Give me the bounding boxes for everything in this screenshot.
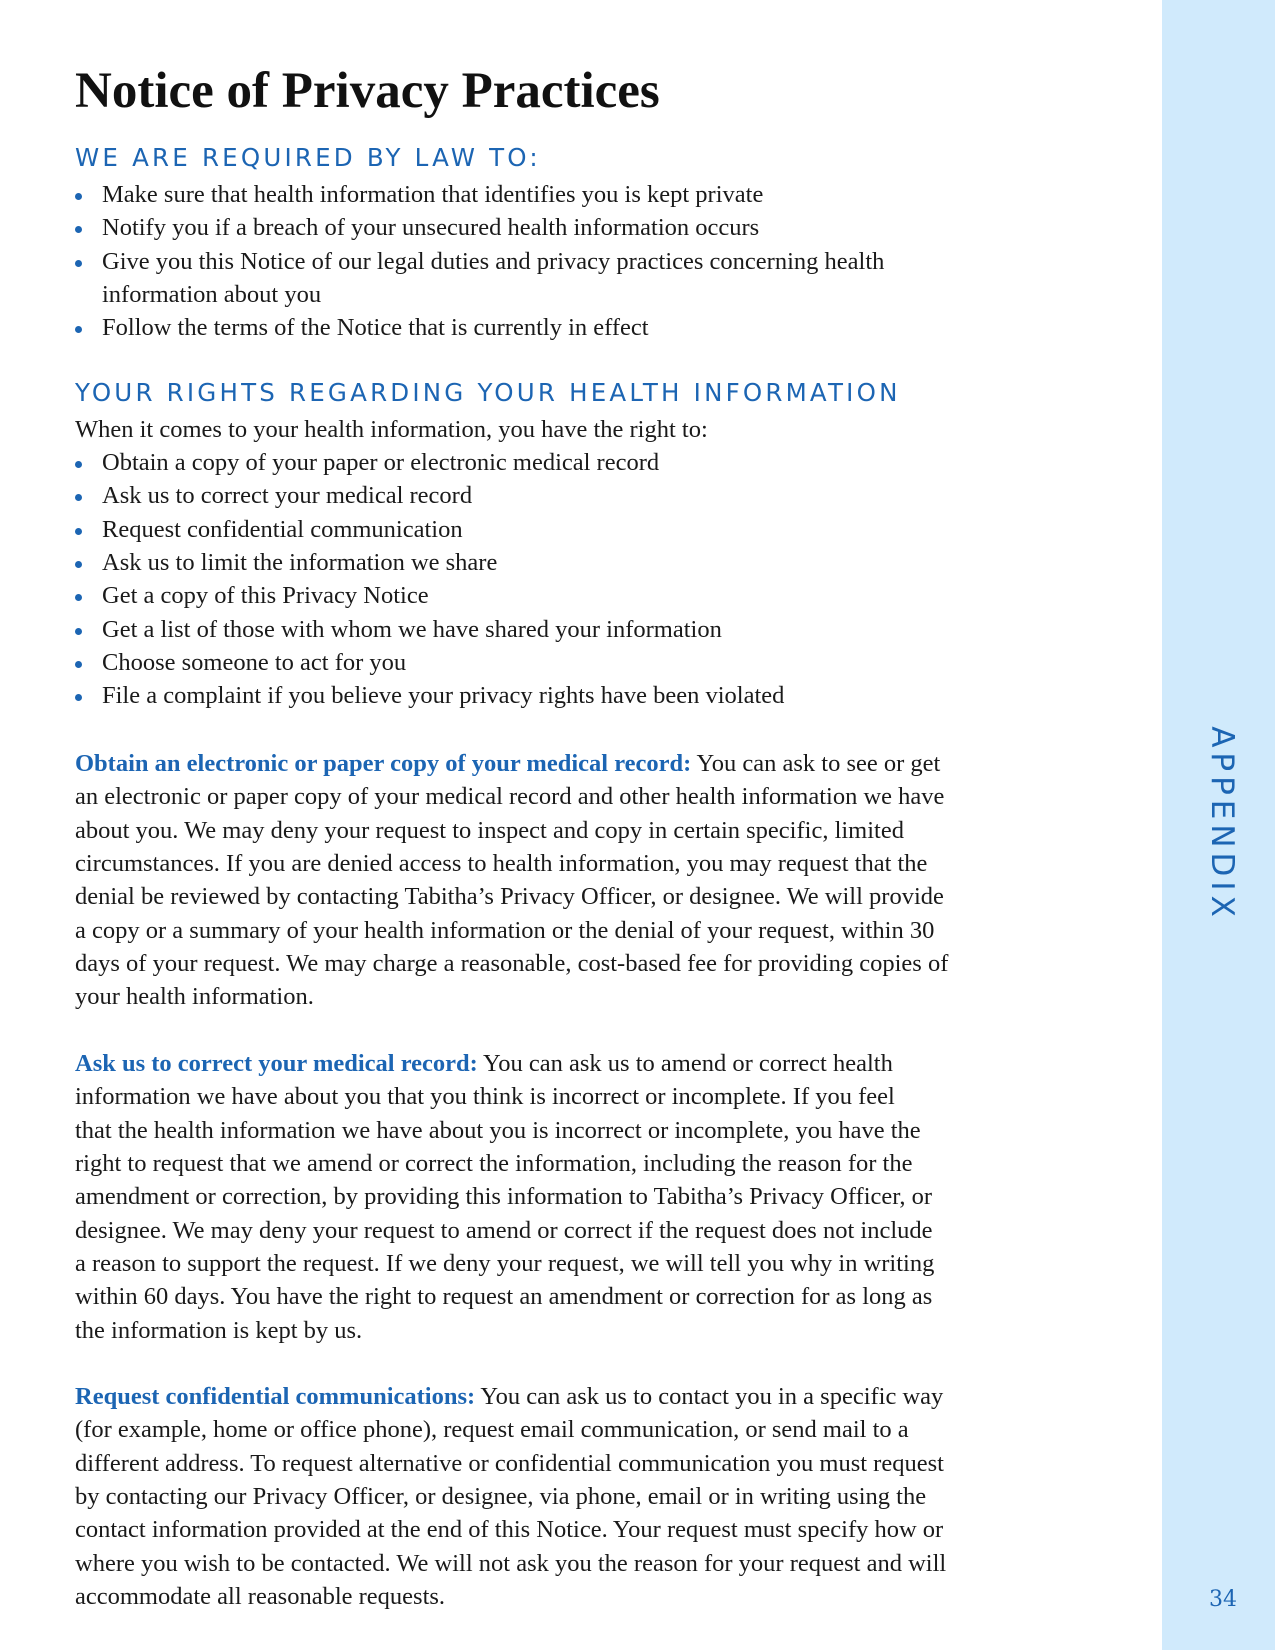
paragraph-lead-heading: Ask us to correct your medical record: bbox=[75, 1050, 478, 1077]
paragraph-line: a copy or a summary of your health information or the denial of your request, within 30 bbox=[75, 916, 935, 944]
section-heading-your-rights: YOUR RIGHTS REGARDING YOUR HEALTH INFORMATION bbox=[75, 378, 901, 407]
paragraph-text: You can ask us to amend or correct health bbox=[477, 1050, 893, 1077]
bullet-icon bbox=[75, 594, 82, 601]
paragraph-line: contact information provided at the end of this Notice. Your request must specify how or bbox=[75, 1516, 944, 1544]
paragraph-line: by contacting our Privacy Officer, or designee, via phone, email or in writing using the bbox=[75, 1483, 927, 1511]
paragraph-line: different address. To request alternative or confidential communication you must request bbox=[75, 1449, 944, 1477]
paragraph-line: a reason to support the request. If we deny your request, we will tell you why in writing bbox=[75, 1250, 935, 1278]
bullet-icon bbox=[75, 494, 82, 501]
paragraph-lead-heading: Request confidential communications: bbox=[75, 1383, 476, 1410]
paragraph-first-line bbox=[75, 747, 940, 780]
bullet-icon bbox=[75, 193, 82, 200]
section-heading-required-by-law: WE ARE REQUIRED BY LAW TO: bbox=[75, 143, 541, 172]
bullet-icon bbox=[75, 661, 82, 668]
list-item: Choose someone to act for you bbox=[102, 649, 407, 677]
page-title: Notice of Privacy Practices bbox=[75, 63, 660, 119]
paragraph-first-line bbox=[75, 1047, 893, 1080]
paragraph-line: (for example, home or office phone), request email communication, or send mail to a bbox=[75, 1416, 909, 1444]
paragraph-line: your health information. bbox=[75, 983, 314, 1011]
paragraph-line: an electronic or paper copy of your medical record and other health information we have bbox=[75, 783, 945, 811]
paragraph-text: You can ask to see or get bbox=[691, 750, 941, 777]
list-item: Request confidential communication bbox=[102, 515, 463, 543]
appendix-label: APPENDIX bbox=[1204, 726, 1240, 922]
bullet-icon bbox=[75, 326, 82, 333]
rights-intro: When it comes to your health information, you have the right to: bbox=[75, 416, 708, 443]
list-item: Give you this Notice of our legal duties and privacy practices concerning health bbox=[102, 247, 885, 275]
page-number: 34 bbox=[1209, 1587, 1237, 1612]
bullet-icon bbox=[75, 260, 82, 267]
paragraph-line: the information is kept by us. bbox=[75, 1316, 363, 1344]
bullet-icon bbox=[75, 528, 82, 535]
paragraph-line: where you wish to be contacted. We will not ask you the reason for your request and will bbox=[75, 1549, 947, 1577]
bullet-icon bbox=[75, 628, 82, 635]
paragraph-first-line bbox=[75, 1380, 943, 1413]
paragraph-line: about you. We may deny your request to inspect and copy in certain specific, limited bbox=[75, 816, 904, 844]
paragraph-line: designee. We may deny your request to amend or correct if the request does not include bbox=[75, 1216, 933, 1244]
bullet-icon bbox=[75, 694, 82, 701]
list-item: Get a list of those with whom we have shared your information bbox=[102, 615, 722, 643]
paragraph-line: accommodate all reasonable requests. bbox=[75, 1583, 446, 1611]
paragraph-line: days of your request. We may charge a reasonable, cost-based fee for providing copies of bbox=[75, 950, 949, 978]
bullet-icon bbox=[75, 226, 82, 233]
paragraph-line: information we have about you that you think is incorrect or incomplete. If you feel bbox=[75, 1083, 895, 1111]
list-item: Notify you if a breach of your unsecured health information occurs bbox=[102, 214, 760, 242]
paragraph-line: that the health information we have about you is incorrect or incomplete, you have the bbox=[75, 1116, 921, 1144]
paragraph-text: You can ask us to contact you in a specific way bbox=[475, 1383, 944, 1410]
paragraph-line: denial be reviewed by contacting Tabitha’s Privacy Officer, or designee. We will provide bbox=[75, 883, 944, 911]
list-item: Ask us to limit the information we share bbox=[102, 549, 498, 577]
list-item: Make sure that health information that identifies you is kept private bbox=[102, 181, 764, 208]
bullet-icon bbox=[75, 461, 82, 468]
list-item: File a complaint if you believe your privacy rights have been violated bbox=[102, 682, 785, 710]
paragraph-line: circumstances. If you are denied access to health information, you may request that the bbox=[75, 850, 928, 878]
bullet-icon bbox=[75, 561, 82, 568]
list-item: Follow the terms of the Notice that is currently in effect bbox=[102, 314, 649, 342]
paragraph-lead-heading: Obtain an electronic or paper copy of your medical record: bbox=[75, 750, 692, 777]
list-item: Obtain a copy of your paper or electronic medical record bbox=[102, 449, 660, 476]
list-item: information about you bbox=[102, 281, 322, 309]
paragraph-line: right to request that we amend or correct the information, including the reason for the bbox=[75, 1150, 913, 1178]
paragraph-line: within 60 days. You have the right to request an amendment or correction for as long as bbox=[75, 1283, 933, 1311]
paragraph-line: amendment or correction, by providing this information to Tabitha’s Privacy Officer, or bbox=[75, 1183, 933, 1211]
list-item: Ask us to correct your medical record bbox=[102, 482, 473, 510]
list-item: Get a copy of this Privacy Notice bbox=[102, 582, 429, 610]
